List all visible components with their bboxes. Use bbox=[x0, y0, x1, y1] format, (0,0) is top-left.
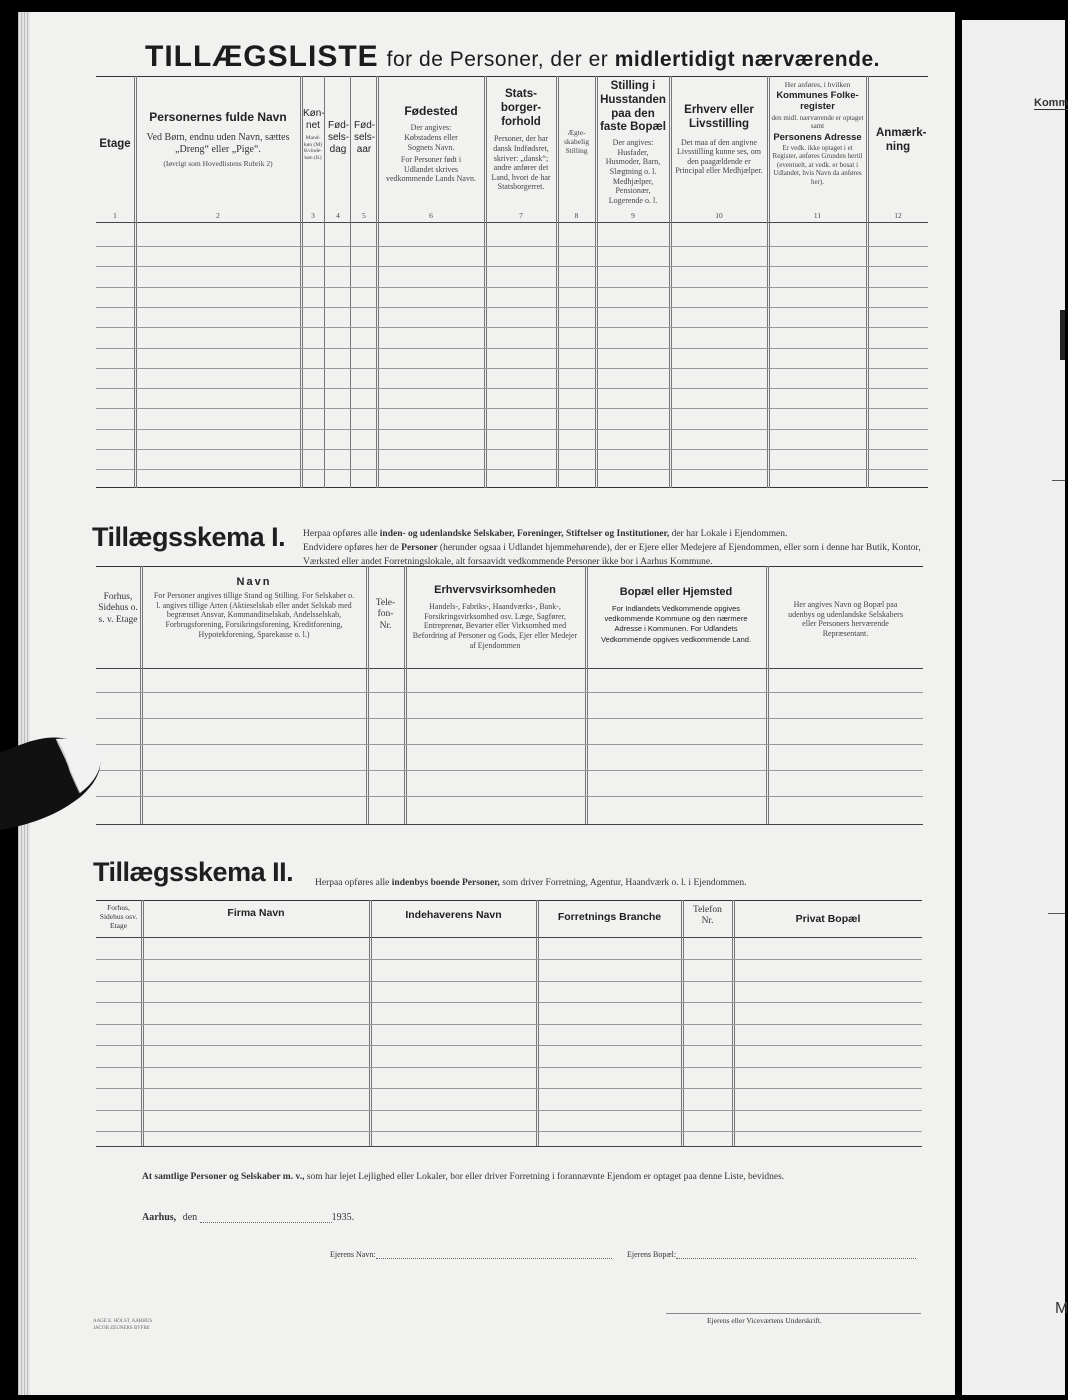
table-row[interactable] bbox=[96, 348, 928, 349]
col-birth-year: Fød-sels-aar bbox=[354, 120, 376, 155]
s2-col-owner-name: Indehaverens Navn bbox=[405, 909, 502, 921]
skema2-bottom bbox=[96, 1146, 922, 1147]
col-citizenship: Stats-borger-forhold Personer, der har dansk Indfødsret, skriver: „dansk“; andre anfører det Land, hvori de har Statsborgerret. bbox=[491, 88, 551, 192]
col-number: 2 bbox=[216, 211, 220, 220]
col-number: 4 bbox=[336, 211, 340, 220]
title-bold: midlertidigt nærværende. bbox=[614, 48, 880, 71]
col-number: 12 bbox=[894, 211, 902, 220]
table-row[interactable] bbox=[96, 1088, 922, 1089]
table-row[interactable] bbox=[96, 718, 923, 719]
table-row[interactable] bbox=[96, 1024, 922, 1025]
table-row[interactable] bbox=[96, 429, 928, 430]
s2-col-branch: Forretnings Branche bbox=[557, 911, 662, 923]
col-household-position: Stilling i Husstanden paa den faste Bopæl Der angives: Husfader, Husmoder, Barn, Slægtning o. l. Medhjælper, Pensionær, Logerende o. l. bbox=[600, 80, 666, 205]
s1-col-representative: Her angives Navn og Bopæl paa udenbys og udenlandske Selskabers eller Personers herværende Repræsentant. bbox=[788, 600, 903, 638]
skema1-bottom bbox=[96, 824, 923, 825]
table-row[interactable] bbox=[96, 469, 928, 470]
col-gender: Køn-net Mand-køn (M) Kvinde-køn (K) bbox=[303, 108, 325, 161]
title-main: TILLÆGSLISTE bbox=[145, 40, 379, 73]
s1-col-business: Erhvervsvirksomheden Handels-, Fabriks-, Haandværks-, Bank-, Forsikringsvirksomhed osv. Læge, Sagfører, Entreprenør, Bevarter eller Virksomhed med Befordring af Personer og Gods, Ejer eller Medejer af Ejendommen bbox=[412, 584, 578, 650]
table-row[interactable] bbox=[96, 246, 928, 247]
col-remarks: Anmærk-ning bbox=[876, 127, 927, 153]
col-number: 6 bbox=[429, 211, 433, 220]
table-row[interactable] bbox=[96, 327, 928, 328]
table-row[interactable] bbox=[96, 1131, 922, 1132]
col-number: 10 bbox=[715, 211, 723, 220]
next-page-rule bbox=[1048, 913, 1065, 914]
skema1-header-divider bbox=[96, 668, 923, 669]
table-row[interactable] bbox=[96, 770, 923, 771]
signature-line[interactable] bbox=[666, 1313, 921, 1314]
col-etage: Etage bbox=[99, 138, 131, 150]
table-row[interactable] bbox=[96, 266, 928, 267]
table-row[interactable] bbox=[96, 744, 923, 745]
next-page-text: Komm bbox=[1034, 97, 1068, 109]
col-marital-status: Ægte-skabelig Stilling bbox=[564, 128, 589, 155]
next-page-bar bbox=[1060, 310, 1065, 360]
owner-name-line: Ejerens Navn: bbox=[330, 1250, 612, 1259]
s1-col-residence: Bopæl eller Hjemsted For Indlandets Vedkommende opgives vedkommende Kommune og den nærmere Adresse i Kommunen. For Udlandets Vedkommende opgives vedkommende Land. bbox=[600, 586, 752, 644]
table-row[interactable] bbox=[96, 1045, 922, 1046]
skema1-description: Herpaa opføres alle inden- og udenlandske Selskaber, Foreninger, Stiftelser og Institutioner, der har Lokale i Ejendommen. Endvidere opføres her de Personer (herunder ogsaa i Udlandet hjemmehørende), der er Ejere eller Medejere af Ejendommen, eller som i denne har Butik, Kontor, Værksted eller andet Forretningslokale, alt forsaavidt vedkommende Personer ikke bor i Aarhus Kommune. bbox=[303, 529, 921, 567]
table-row[interactable] bbox=[96, 449, 928, 450]
table-row[interactable] bbox=[96, 796, 923, 797]
table-row[interactable] bbox=[96, 1002, 922, 1003]
skema2-header-divider bbox=[96, 937, 922, 938]
col-number: 5 bbox=[362, 211, 366, 220]
s2-col-floor: Forhus, Sidehus osv. Etage bbox=[99, 903, 138, 930]
col-full-name: Personernes fulde Navn Ved Børn, endnu uden Navn, sættes „Dreng“ eller „Pige“. (Iøvrigt som Hovedlistens Rubrik 2) bbox=[146, 110, 290, 169]
col-number: 7 bbox=[519, 211, 523, 220]
owner-name-field[interactable] bbox=[376, 1258, 612, 1259]
col-number: 1 bbox=[113, 211, 117, 220]
s1-col-floor: Forhus, Sidehus o. s. v. Etage bbox=[98, 592, 138, 625]
col-number: 3 bbox=[311, 211, 315, 220]
signature-label: Ejerens eller Viceværtens Underskrift. bbox=[707, 1316, 822, 1325]
s2-col-firm-name: Firma Navn bbox=[227, 907, 285, 919]
next-page-rule bbox=[1052, 480, 1065, 481]
date-line: Aarhus, den 1935. bbox=[142, 1212, 355, 1223]
table-row[interactable] bbox=[96, 981, 922, 982]
col-number: 8 bbox=[574, 211, 579, 220]
table-row[interactable] bbox=[96, 1067, 922, 1068]
s1-col-name: Navn For Personer angives tillige Stand og Stilling. For Selskaber o. l. angives tillige Arten (Aktieselskab eller andet Selskab med begrænset Ansvar, Kommanditselskab, Andelsselskab, Forbrugsforening, Forsikringsforening, Kreditforening, Hypotekforening, Sparekasse o. l.) bbox=[153, 576, 355, 639]
skema2-description: Herpaa opføres alle indenbys boende Personer, som driver Forretning, Agentur, Haandværk o. l. i Ejendommen. bbox=[315, 878, 747, 888]
col-number: 11 bbox=[813, 211, 822, 220]
owner-address-field[interactable] bbox=[676, 1258, 916, 1259]
year-label: 1935. bbox=[331, 1212, 355, 1223]
s1-col-phone: Tele-fon-Nr. bbox=[375, 598, 396, 631]
attestation-text: At samtlige Personer og Selskaber m. v., som har lejet Lejlighed eller Lokaler, bor eller driver Forretning i forannævnte Ejendom er optaget paa denne Liste, bevidnes. bbox=[142, 1172, 785, 1182]
header-divider bbox=[96, 222, 928, 223]
s2-col-private-address: Privat Bopæl bbox=[795, 913, 861, 925]
col-folkeregister: Her anføres, i hvilken Kommunes Folke-register den midl. nærværende er optaget samt Personens Adresse Er vedk. ikke optaget i et Register, anføres Grunden hertil (eventuelt, at vedk. er bosat i Udlandet, hvis Navn da anføres her). bbox=[771, 80, 864, 186]
printer-mark: AAGE E. HOLST, AARHUS JACOB ZEUNERS BYFRE bbox=[93, 1319, 153, 1331]
date-field[interactable] bbox=[200, 1222, 332, 1223]
skema2-title: Tillægsskema II. bbox=[93, 857, 294, 887]
table-row[interactable] bbox=[96, 408, 928, 409]
table-row[interactable] bbox=[96, 307, 928, 308]
table-row[interactable] bbox=[96, 287, 928, 288]
column-divider bbox=[350, 76, 351, 488]
column-divider bbox=[324, 76, 325, 488]
table-row[interactable] bbox=[96, 368, 928, 369]
s2-col-phone: Telefon Nr. bbox=[693, 905, 722, 927]
owner-address-line: Ejerens Bopæl: bbox=[627, 1250, 916, 1259]
table-row[interactable] bbox=[96, 1110, 922, 1111]
col-occupation: Erhverv eller Livsstilling Det maa af den angivne Livsstilling kunne ses, om den paagældende er Principal eller Medhjælper. bbox=[675, 104, 763, 176]
next-page-edge bbox=[962, 20, 1068, 1395]
table-row[interactable] bbox=[96, 388, 928, 389]
next-page-letter: M bbox=[1055, 1300, 1068, 1317]
col-birthday: Fød-sels-dag bbox=[328, 120, 350, 155]
tillaegsliste-title bbox=[145, 40, 880, 74]
col-birthplace: Fødested Der angives: Købstadens eller Sognets Navn. For Personer født i Udlandet skrives vedkommende Lands Navn. bbox=[386, 104, 476, 184]
skema1-title: Tillægsskema I. bbox=[92, 522, 286, 552]
table-row[interactable] bbox=[96, 692, 923, 693]
table-row[interactable] bbox=[96, 959, 922, 960]
finger-image bbox=[0, 735, 100, 830]
title-rest: for de Personer, der er bbox=[386, 48, 609, 71]
col-number: 9 bbox=[631, 211, 635, 220]
